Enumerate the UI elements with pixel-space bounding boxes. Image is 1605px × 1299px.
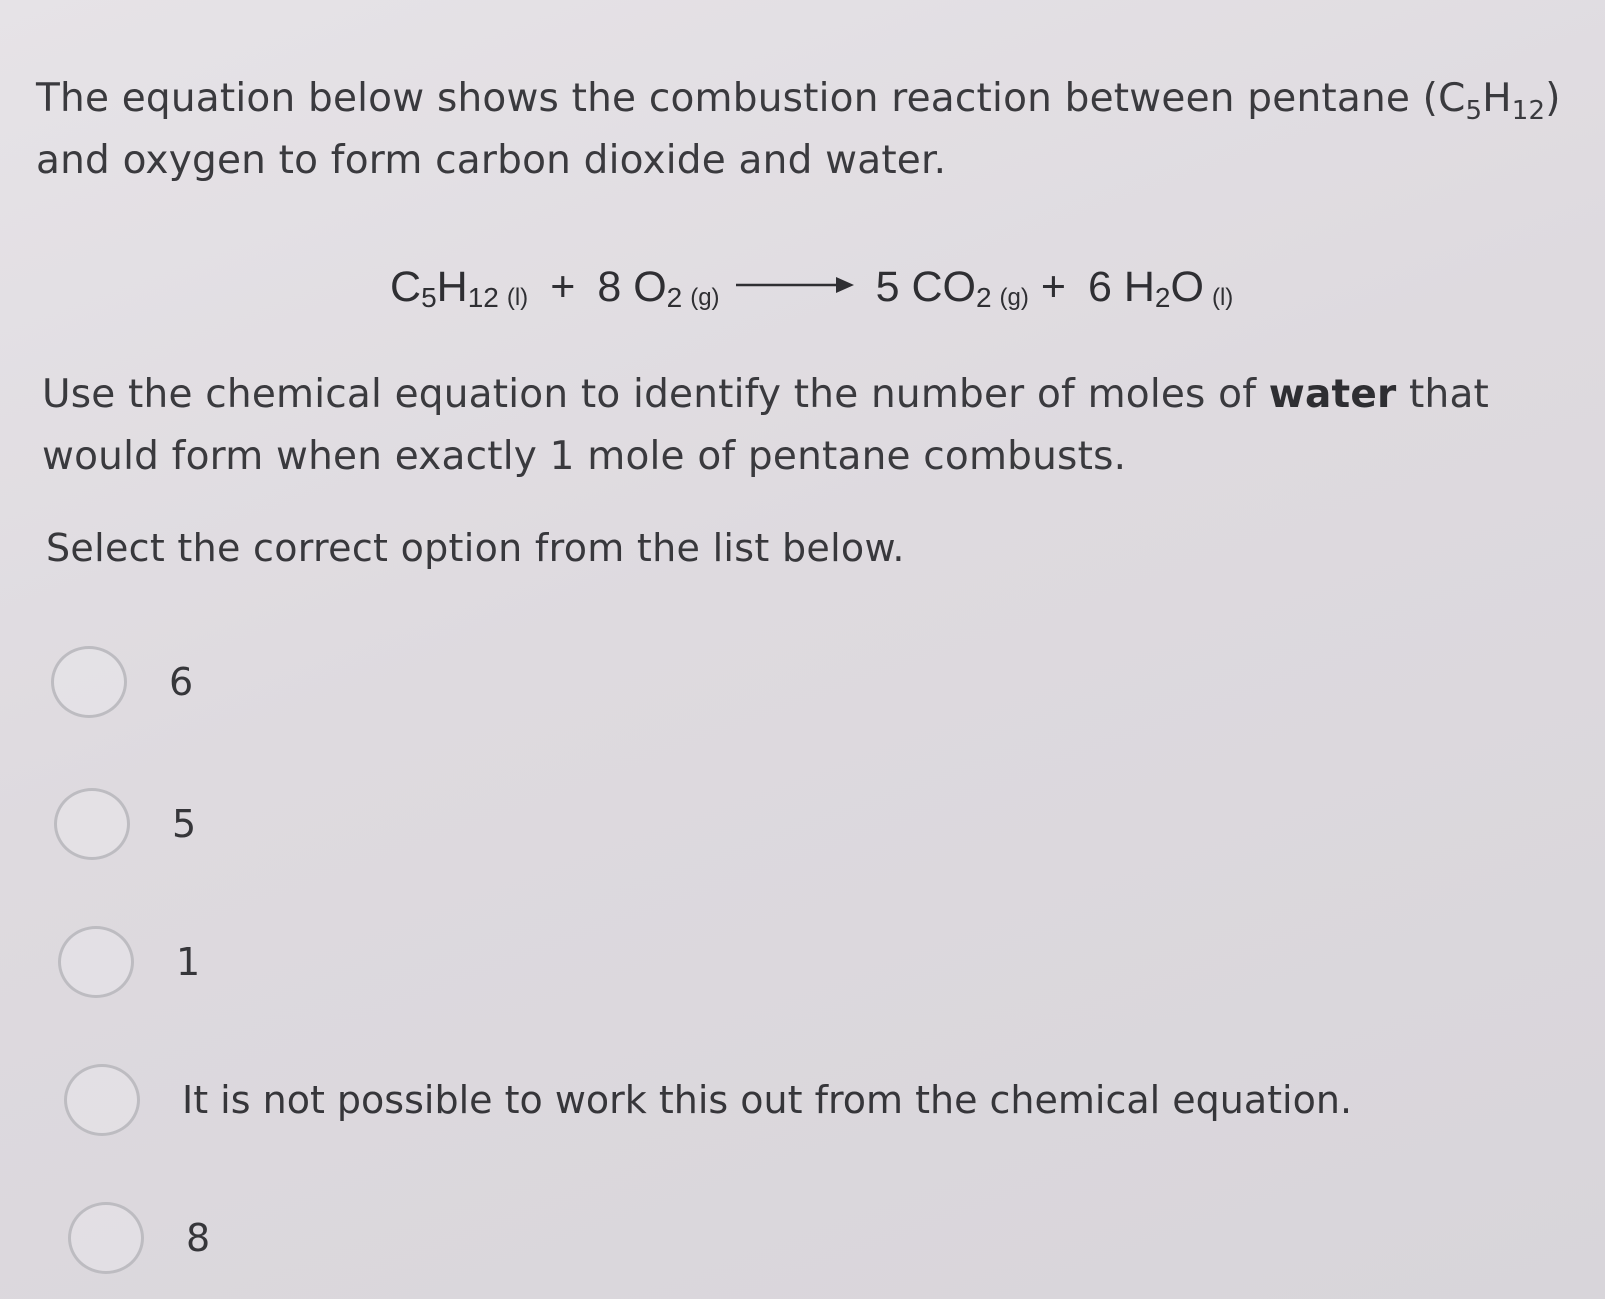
option-6[interactable] xyxy=(51,646,193,718)
reaction-arrow-icon xyxy=(736,275,854,295)
radio-button[interactable] xyxy=(51,646,127,718)
question-intro xyxy=(36,68,1576,192)
option-1[interactable] xyxy=(58,926,200,998)
reactant-pentane: $C_5H_{12}$ (l) xyxy=(390,262,529,313)
option-not-possible[interactable] xyxy=(64,1064,1352,1136)
option-label: 1 xyxy=(176,940,201,984)
option-5[interactable] xyxy=(54,788,196,860)
option-label: 6 xyxy=(169,660,194,704)
product-carbon-dioxide: 5 $CO_2$ (g) xyxy=(875,262,1029,313)
emphasis-water: water xyxy=(1268,372,1397,417)
radio-button[interactable] xyxy=(54,788,130,860)
product-water: 6 $H_2O$ (l) xyxy=(1087,262,1234,313)
plus-sign: + xyxy=(550,262,576,311)
option-label: 8 xyxy=(186,1216,211,1260)
radio-button[interactable] xyxy=(68,1202,144,1274)
intro-close-paren: ) xyxy=(1545,76,1561,121)
chemical-equation xyxy=(390,252,1340,322)
radio-button[interactable] xyxy=(58,926,134,998)
instruction-text: Select the correct option from the list below. xyxy=(46,526,905,570)
question-prompt: Use the chemical equation to identify the number of moles of water that would form when exactly 1 mole of pentane combusts. xyxy=(42,372,1490,479)
radio-button[interactable] xyxy=(64,1064,140,1136)
option-8[interactable] xyxy=(68,1202,210,1274)
option-label: It is not possible to work this out from the chemical equation. xyxy=(182,1078,1353,1122)
intro-line2: and oxygen to form carbon dioxide and water. xyxy=(36,138,947,183)
plus-sign: + xyxy=(1040,262,1066,311)
intro-subscript-5: 5 xyxy=(1465,96,1483,126)
reactant-oxygen: 8 $O_2$ (g) xyxy=(597,262,720,313)
option-label: 5 xyxy=(172,802,197,846)
intro-subscript-12: 12 xyxy=(1511,96,1546,126)
intro-line1: The equation below shows the combustion reaction between pentane (C xyxy=(36,76,1466,121)
intro-h: H xyxy=(1482,76,1512,121)
